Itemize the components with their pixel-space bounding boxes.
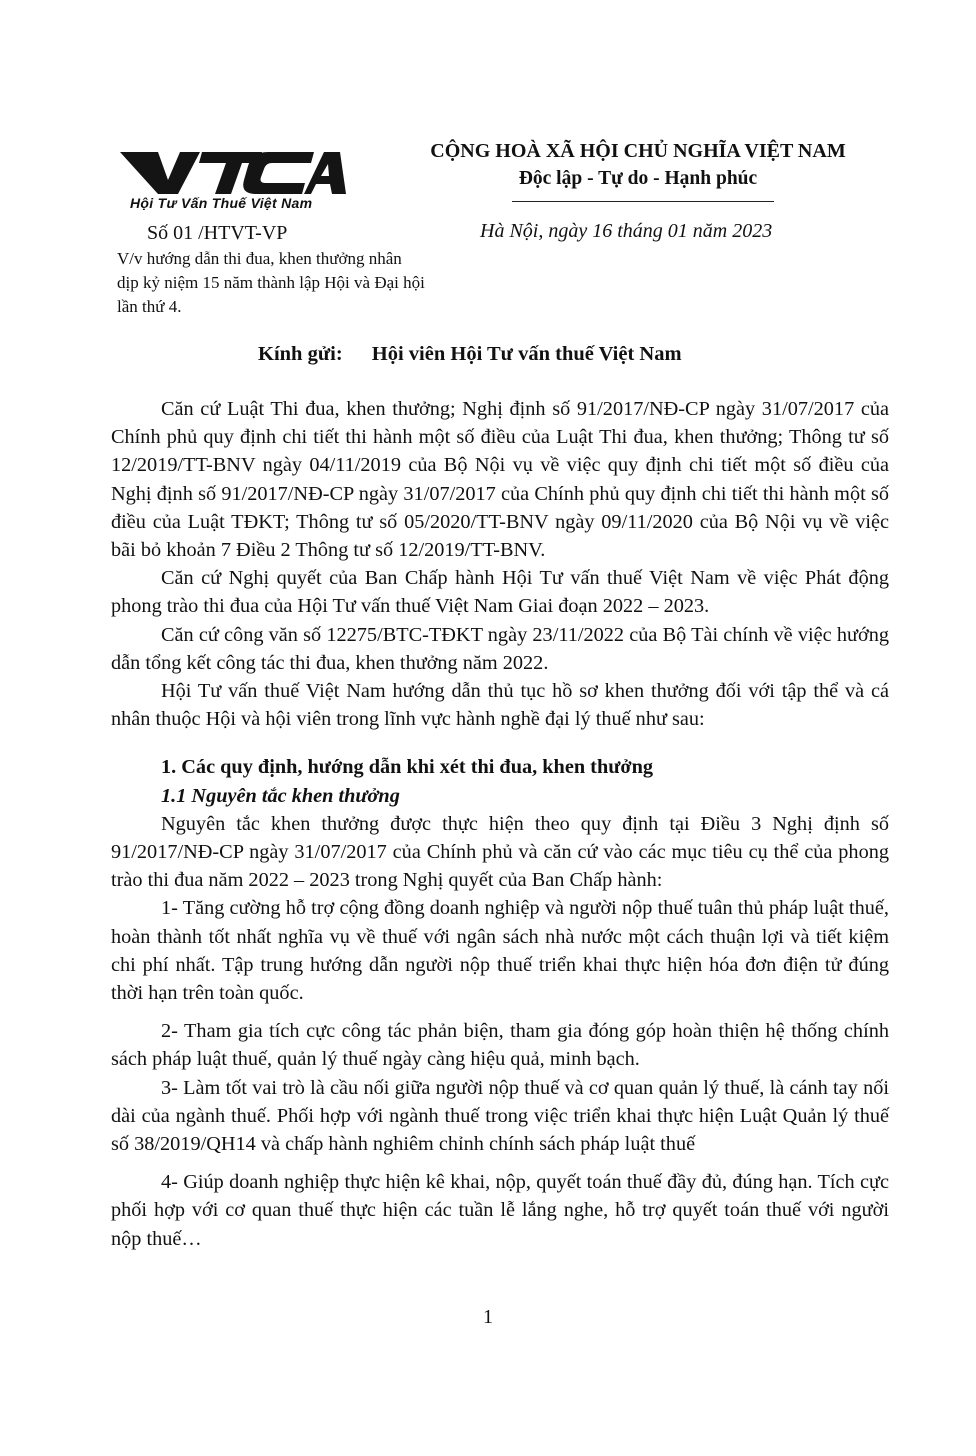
vtca-wordmark-icon [118,148,348,196]
national-motto: Độc lập - Tự do - Hạnh phúc [518,168,758,189]
national-title: CỘNG HOÀ XÃ HỘI CHỦ NGHĨA VIỆT NAM [430,140,846,162]
paragraph-legal-basis-2: Căn cứ Nghị quyết của Ban Chấp hành Hội Tư vấn thuế Việt Nam về việc Phát động phong trào thi đua của Hội Tư vấn thuế Việt Nam Giai đoạn 2022 – 2023. [111,567,889,618]
section-heading-1-1: 1.1 Nguyên tắc khen thưởng [161,784,400,807]
list-item-3: 3- Làm tốt vai trò là cầu nối giữa người nộp thuế và cơ quan quản lý thuế, là cánh tay nối dài của ngành thuế. Phối hợp với ngành thuế trong việc triển khai thực hiện Luật Quản lý thuế số 38/2019/QH14 và chấp hành nghiêm chỉnh chính sách pháp luật thuế [111,1076,889,1156]
paragraph-guidance-intro: Hội Tư vấn thuế Việt Nam hướng dẫn thủ tục hồ sơ khen thưởng đối với tập thể và cá nhân thuộc Hội và hội viên trong lĩnh vực hành nghề đại lý thuế như sau: [111,680,889,731]
recipient-line [258,343,682,366]
list-item-1: 1- Tăng cường hỗ trợ cộng đồng doanh nghiệp và người nộp thuế tuân thủ pháp luật thuế, hoàn thành tốt nhất nghĩa vụ về thuế với ngân sách nhà nước một cách thuận lợi và tiết kiệm chi phí nhất. Tập trung hướng dẫn người nộp thuế triển khai thực hiện hóa đơn điện tử đúng thời hạn trên toàn quốc. [111,897,889,1005]
document-subject: V/v hướng dẫn thi đua, khen thưởng nhân dịp kỷ niệm 15 năm thành lập Hội và Đại hội lần thứ 4. [117,249,425,316]
recipient-name: Hội viên Hội Tư vấn thuế Việt Nam [371,343,682,365]
motto-underline [512,201,774,202]
vtca-logo [118,148,348,214]
logo-subtitle: Hội Tư Vấn Thuế Việt Nam [130,195,313,211]
date-line: Hà Nội, ngày 16 tháng 01 năm 2023 [480,220,773,242]
page-number: 1 [483,1306,493,1328]
list-item-4: 4- Giúp doanh nghiệp thực hiện kê khai, nộp, quyết toán thuế đầy đủ, đúng hạn. Tích cực phối hợp với cơ quan thuế thực hiện các tuần lễ lắng nghe, hỗ trợ quyết toán thuế với người nộp thuế… [111,1171,889,1250]
paragraph-legal-basis-1: Căn cứ Luật Thi đua, khen thưởng; Nghị định số 91/2017/NĐ-CP ngày 31/07/2017 của Chính phủ quy định chi tiết thi hành một số điều của Luật Thi đua, khen thưởng; Thông tư số 12/2019/TT-BNV ngày 04/11/2019 của Bộ Nội vụ về việc quy định chi tiết một số điều của Nghị định số 91/2017/NĐ-CP ngày 31/07/2017 của Chính phủ quy định chi tiết thi hành một số điều của Luật TĐKT; Thông tư số 05/2020/TT-BNV ngày 09/11/2020 của Bộ Nội vụ về việc bãi bỏ khoản 7 Điều 2 Thông tư số 12/2019/TT-BNV. [111,398,889,562]
document-number: Số 01 /HTVT-VP [147,222,288,244]
recipient-label: Kính gửi: [258,343,343,365]
paragraph-legal-basis-3: Căn cứ công văn số 12275/BTC-TĐKT ngày 23/11/2022 của Bộ Tài chính về việc hướng dẫn tổng kết công tác thi đua, khen thưởng năm 2022. [111,623,889,674]
section-heading-1: 1. Các quy định, hướng dẫn khi xét thi đua, khen thưởng [161,756,654,779]
list-item-2: 2- Tham gia tích cực công tác phản biện, tham gia đóng góp hoàn thiện hệ thống chính sách pháp luật thuế, quản lý thuế ngày càng hiệu quả, minh bạch. [111,1020,889,1071]
letter-body [111,395,889,1253]
paragraph-principles: Nguyên tắc khen thưởng được thực hiện theo quy định tại Điều 3 Nghị định số 91/2017/NĐ-CP ngày 31/07/2017 của Chính phủ và căn cứ vào các mục tiêu cụ thể của phong trào thi đua năm 2022 – 2023 trong Nghị quyết của Ban Chấp hành: [111,812,889,892]
